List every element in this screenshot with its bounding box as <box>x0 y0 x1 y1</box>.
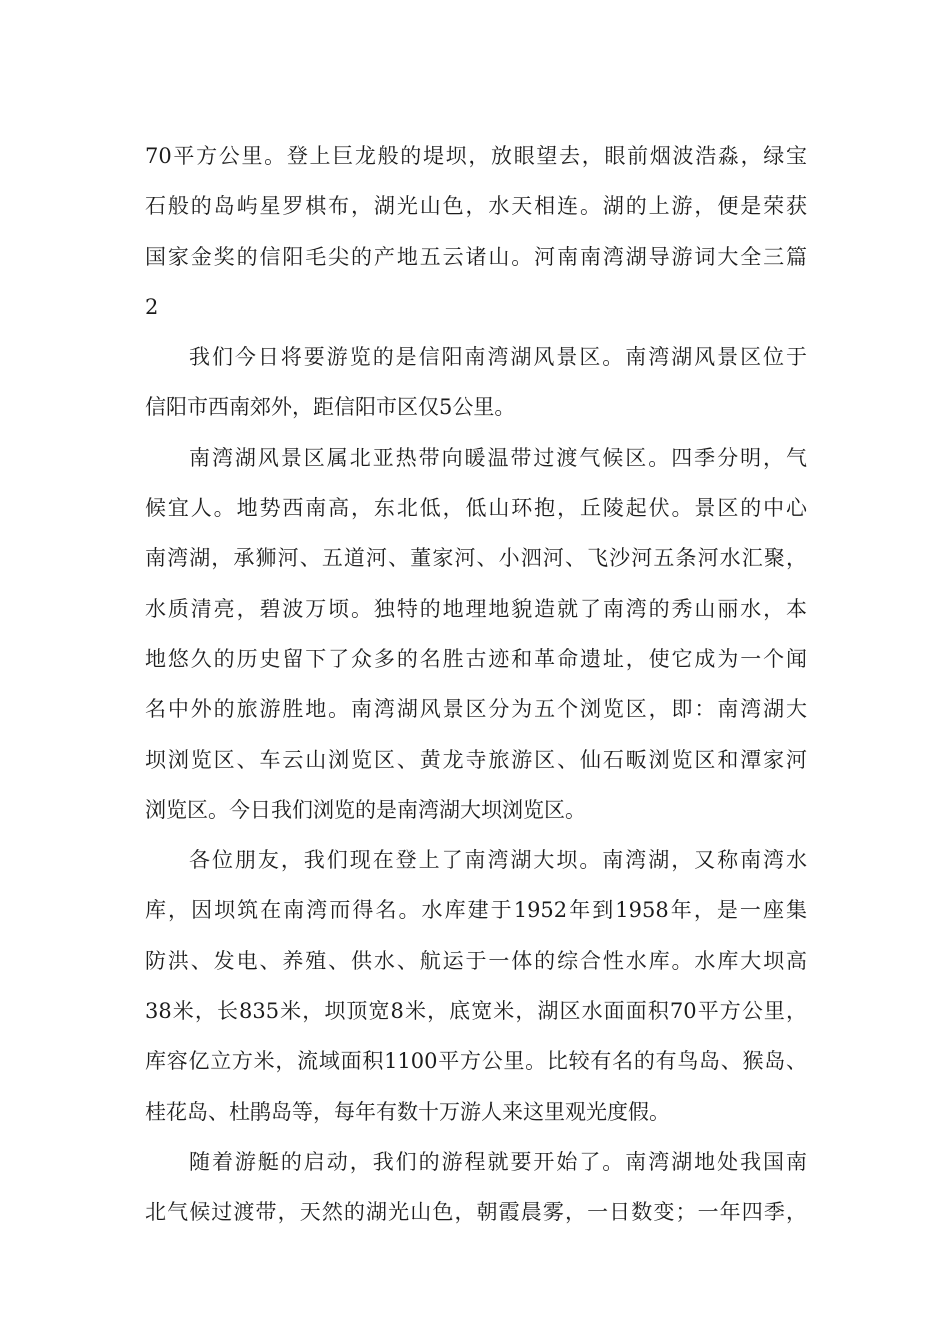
text-line: 2 <box>145 294 159 319</box>
text-line: 库容亿立方米，流域面积1100平方公里。比较有名的有鸟岛、猴岛、 <box>145 1049 807 1074</box>
paragraph-first-line: 南湾湖风景区属北亚热带向暖温带过渡气候区。四季分明，气 <box>189 445 807 470</box>
text-line: 南湾湖，承狮河、五道河、董家河、小泗河、飞沙河五条河水汇聚， <box>145 546 807 571</box>
text-line: 70平方公里。登上巨龙般的堤坝，放眼望去，眼前烟波浩淼，绿宝 <box>145 144 807 168</box>
text-line: 库，因坝筑在南湾而得名。水库建于1952年到1958年，是一座集 <box>145 898 807 923</box>
document-body <box>145 131 807 1238</box>
text-line: 38米，长835米，坝顶宽8米，底宽米，湖区水面面积70平方公里， <box>145 999 807 1024</box>
text-line: 候宜人。地势西南高，东北低，低山环抱，丘陵起伏。景区的中心 <box>145 496 807 521</box>
text-line: 石般的岛屿星罗棋布，湖光山色，水天相连。湖的上游，便是荣获 <box>145 194 807 219</box>
text-line: 地悠久的历史留下了众多的名胜古迹和革命遗址，使它成为一个闻 <box>145 646 807 671</box>
text-line: 信阳市西南郊外，距信阳市区仅5公里。 <box>145 395 516 420</box>
text-line: 浏览区。今日我们浏览的是南湾湖大坝浏览区。 <box>145 797 586 822</box>
paragraph-first-line: 我们今日将要游览的是信阳南湾湖风景区。南湾湖风景区位于 <box>189 345 807 370</box>
text-line: 名中外的旅游胜地。南湾湖风景区分为五个浏览区，即：南湾湖大 <box>145 697 807 722</box>
text-line: 水质清亮，碧波万顷。独特的地理地貌造就了南湾的秀山丽水，本 <box>145 596 807 621</box>
paragraph-first-line: 随着游艇的启动，我们的游程就要开始了。南湾湖地处我国南 <box>189 1149 807 1174</box>
text-line: 北气候过渡带，天然的湖光山色，朝霞晨雾，一日数变；一年四季， <box>145 1200 807 1225</box>
text-line: 坝浏览区、车云山浏览区、黄龙寺旅游区、仙石畈浏览区和潭家河 <box>145 747 807 772</box>
text-line: 桂花岛、杜鹃岛等，每年有数十万游人来这里观光度假。 <box>145 1099 670 1124</box>
text-line: 国家金奖的信阳毛尖的产地五云诸山。河南南湾湖导游词大全三篇 <box>145 244 807 269</box>
paragraph-first-line: 各位朋友，我们现在登上了南湾湖大坝。南湾湖，又称南湾水 <box>189 848 807 873</box>
text-line: 防洪、发电、养殖、供水、航运于一体的综合性水库。水库大坝高 <box>145 948 807 973</box>
